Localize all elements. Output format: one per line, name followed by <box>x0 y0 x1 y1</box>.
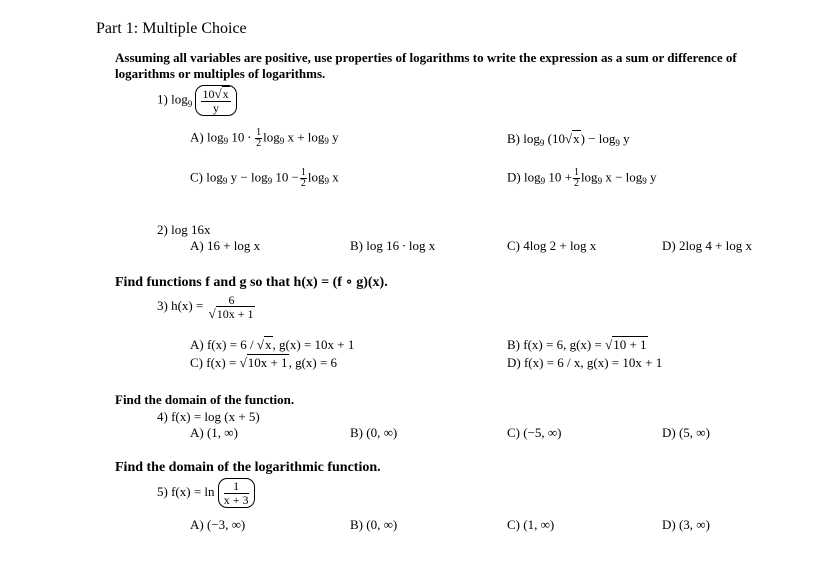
q1-d-p2: 10 + <box>545 169 572 185</box>
q2-choice-b[interactable]: B) log 16 ∙ log x <box>350 238 436 253</box>
q1-c-b4: 9 <box>324 176 330 187</box>
question-5 <box>157 478 255 508</box>
q1-a-p1: log <box>206 129 224 145</box>
q3-numerator: 6 <box>225 294 239 307</box>
q1-c-p5: x <box>329 169 339 185</box>
q1-choice-a[interactable] <box>190 128 339 149</box>
q1-c-p2: y − log <box>227 169 268 185</box>
q2-choice-a[interactable]: A) 16 + log x <box>190 238 261 253</box>
q1-b-p2: (10 <box>544 131 565 146</box>
question-2: 2) log 16x <box>157 222 211 237</box>
q1-a-fn: 1 <box>256 127 262 138</box>
q3-denominator: 10x + 1 <box>216 307 254 321</box>
q1-fraction: $\frac{10√x}{y}$ <box>195 85 236 116</box>
q1-b-letter: B) <box>507 131 520 146</box>
q1-a-frac <box>255 128 262 149</box>
q1-c-p4: log <box>307 169 325 185</box>
q1-d-fn: 1 <box>573 167 579 178</box>
q1-a-fd: 2 <box>256 138 262 149</box>
q1-choice-c[interactable] <box>190 168 339 189</box>
q2-choice-d[interactable]: D) 2log 4 + log x <box>662 238 753 253</box>
q3-choice-d[interactable]: D) f(x) = 6 / x, g(x) = 10x + 1 <box>507 355 663 370</box>
q1-d-p4: x − log <box>602 169 643 185</box>
q4-choice-d[interactable]: D) (5, ∞) <box>662 425 710 440</box>
q3-c-p2: , g(x) = 6 <box>288 355 338 370</box>
q1-d-b4: 9 <box>642 176 647 187</box>
q3-c-rad: 10x + 1 <box>247 355 288 370</box>
q1-a-p2: 10 ∙ <box>228 129 255 145</box>
q1-d-p1: log <box>523 169 541 185</box>
question-3 <box>157 294 257 320</box>
q1-a-b3: 9 <box>279 136 285 147</box>
q1-a-p3: log <box>263 129 280 145</box>
q1-c-b1: 9 <box>222 176 228 187</box>
q1-choice-b[interactable]: B) $\log_9 (10√x) - \log_9 y$ <box>507 131 630 148</box>
section-2-heading: Find functions f and g so that h(x) = (f ∘ g)(x). <box>115 275 388 290</box>
q3-a-rad: x <box>265 337 272 352</box>
q5-choice-d[interactable]: D) (3, ∞) <box>662 517 710 532</box>
q3-label: 3) h(x) = <box>157 297 204 313</box>
q1-choice-d[interactable] <box>507 168 657 189</box>
q3-b-p1: B) f(x) = 6, g(x) = <box>507 337 606 352</box>
q1-b-rad: x <box>573 131 580 146</box>
instruction-line-1: Assuming all variables are positive, use properties of logarithms to write the expression as a sum or difference of <box>115 50 737 65</box>
q3-fraction: $\frac{6}{√10x + 1}$ <box>208 293 254 321</box>
q1-a-p4: x + log <box>284 129 325 145</box>
q1-c-p1: log <box>206 169 223 185</box>
q3-choice-a[interactable]: A) f(x) = 6 / √x, g(x) = 10x + 1 <box>190 337 355 352</box>
question-4: 4) f(x) = log (x + 5) <box>157 409 260 424</box>
q1-d-p5: y <box>646 169 657 185</box>
q4-choice-c[interactable]: C) (−5, ∞) <box>507 425 562 440</box>
q1-num-coef: 10 <box>202 87 215 101</box>
q1-d-b1: 9 <box>540 176 546 187</box>
q1-d-fd: 2 <box>573 178 579 189</box>
q1-denominator: y <box>213 100 220 115</box>
q5-choice-a[interactable]: A) (−3, ∞) <box>190 517 246 532</box>
q1-a-letter: A) <box>190 129 204 145</box>
q1-b-p1: log <box>523 131 540 146</box>
q1-c-fd: 2 <box>300 178 306 189</box>
q3-c-p1: C) f(x) = <box>190 355 240 370</box>
q1-b-p3: ) − log <box>580 131 616 146</box>
q5-fraction <box>218 478 255 508</box>
q1-base: 9 <box>187 98 193 109</box>
instruction-line-2: logarithms or multiples of logarithms. <box>115 66 326 81</box>
q3-a-p2: , g(x) = 10x + 1 <box>272 337 355 352</box>
section-3-heading: Find the domain of the function. <box>115 392 295 407</box>
question-1 <box>157 85 237 116</box>
q5-label: 5) f(x) = ln <box>157 484 215 500</box>
q1-d-frac <box>573 168 580 189</box>
q1-num-rad: x <box>222 87 229 101</box>
q1-d-b3: 9 <box>597 176 603 187</box>
q1-c-letter: C) <box>190 169 203 185</box>
q1-c-p3: 10 − <box>272 169 299 185</box>
q1-c-b2: 9 <box>267 176 273 187</box>
q1-a-b1: 9 <box>223 136 229 147</box>
q5-denominator: x + 3 <box>223 492 249 507</box>
q4-choice-a[interactable]: A) (1, ∞) <box>190 425 238 440</box>
q1-a-p5: y <box>328 129 339 145</box>
q5-numerator: 1 <box>224 480 249 494</box>
section-4-heading: Find the domain of the logarithmic function. <box>115 460 381 475</box>
q1-b-b1: 9 <box>539 138 545 148</box>
part-title: Part 1: Multiple Choice <box>96 20 247 37</box>
q1-c-frac <box>300 168 307 189</box>
q3-choice-c[interactable]: C) f(x) = √10x + 1, g(x) = 6 <box>190 355 338 370</box>
q3-b-rad: 10 + 1 <box>613 337 647 352</box>
q1-b-p4: y <box>619 131 630 146</box>
q3-a-p1: A) f(x) = 6 / <box>190 337 257 352</box>
q1-d-p3: log <box>580 169 598 185</box>
q2-choice-c[interactable]: C) 4log 2 + log x <box>507 238 597 253</box>
q5-choice-b[interactable]: B) (0, ∞) <box>350 517 398 532</box>
q1-c-fn: 1 <box>300 167 306 178</box>
q1-label: 1) log <box>157 91 188 107</box>
q1-b-b3: 9 <box>615 138 620 148</box>
q5-choice-c[interactable]: C) (1, ∞) <box>507 517 555 532</box>
q1-a-b4: 9 <box>324 136 329 147</box>
q4-choice-b[interactable]: B) (0, ∞) <box>350 425 398 440</box>
q1-d-letter: D) <box>507 169 521 185</box>
q3-choice-b[interactable]: B) f(x) = 6, g(x) = √10 + 1 <box>507 337 647 352</box>
